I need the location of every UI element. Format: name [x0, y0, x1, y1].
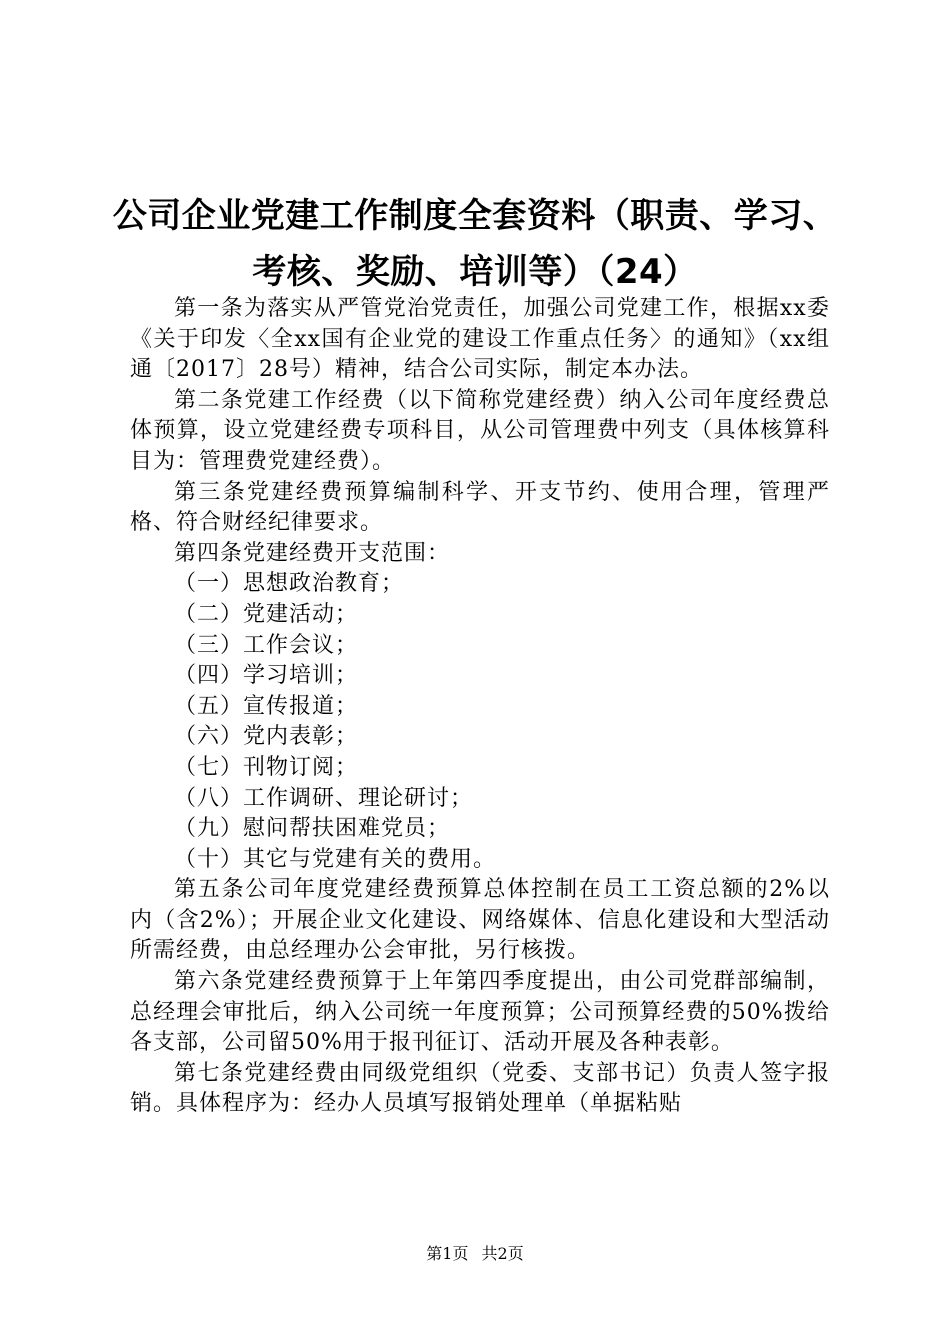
- paragraph-article-3: 第三条党建经费预算编制科学、开支节约、使用合理，管理严格、符合财经纪律要求。: [130, 479, 830, 536]
- list-item: （九）慰问帮扶困难党员；: [174, 816, 451, 842]
- list-item: （十）其它与党建有关的费用。: [174, 846, 497, 872]
- list-item: （一）思想政治教育；: [174, 571, 405, 597]
- page-total: 共2页: [481, 1244, 524, 1263]
- title-line-2: 考核、奖励、培训等）（24）: [252, 252, 698, 292]
- page-number: 第1页: [426, 1244, 469, 1263]
- page-footer: [0, 1242, 950, 1266]
- list-item: （四）学习培训；: [174, 663, 359, 689]
- list-item: （七）刊物订阅；: [174, 754, 359, 780]
- document-title: [100, 188, 850, 300]
- paragraph-article-4: 第四条党建经费开支范围：: [174, 540, 451, 566]
- paragraph-article-6: 第六条党建经费预算于上年第四季度提出，由公司党群部编制，总经理会审批后，纳入公司统一年度预算；公司预算经费的50%拨给各支部，公司留50%用于报刊征订、活动开展及各种表彰。: [130, 969, 830, 1056]
- paragraph-article-7: 第七条党建经费由同级党组织（党委、支部书记）负责人签字报销。具体程序为：经办人员填写报销处理单（单据粘贴: [130, 1060, 830, 1117]
- document-body: [130, 294, 830, 1120]
- list-item: （二）党建活动；: [174, 601, 359, 627]
- list-item: （五）宣传报道；: [174, 693, 359, 719]
- paragraph-article-5: 第五条公司年度党建经费预算总体控制在员工工资总额的2%以内（含2%）；开展企业文化建设、网络媒体、信息化建设和大型活动所需经费，由总经理办公会审批，另行核拨。: [130, 877, 830, 964]
- list-item: （六）党内表彰；: [174, 724, 359, 750]
- list-item: （三）工作会议；: [174, 632, 359, 658]
- list-item: （八）工作调研、理论研讨；: [174, 785, 474, 811]
- paragraph-article-2: 第二条党建工作经费（以下简称党建经费）纳入公司年度经费总体预算，设立党建经费专项科目，从公司管理费中列支（具体核算科目为：管理费党建经费）。: [130, 387, 830, 474]
- title-line-1: 公司企业党建工作制度全套资料（职责、学习、: [112, 196, 838, 236]
- paragraph-article-1: 第一条为落实从严管党治党责任，加强公司党建工作，根据xx委《关于印发〈全xx国有企业党的建设工作重点任务〉的通知》（xx组通〔2017〕28号）精神，结合公司实际，制定本办法。: [130, 296, 830, 383]
